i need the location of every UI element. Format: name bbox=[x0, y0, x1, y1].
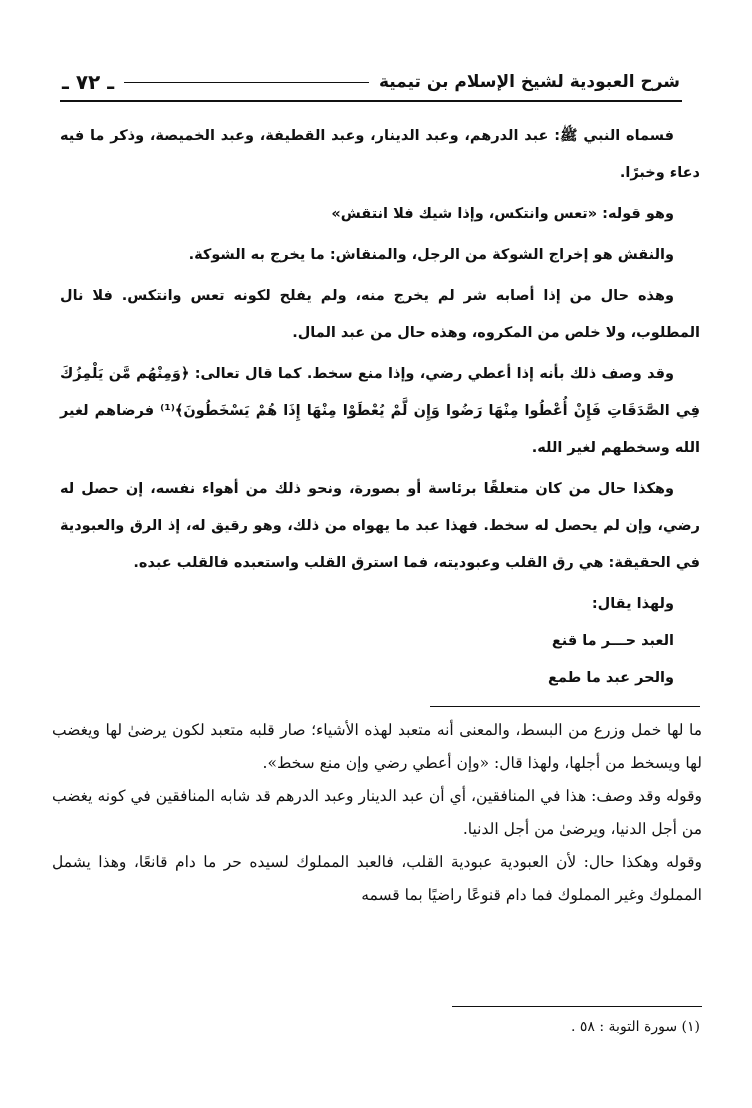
paragraph: والنقش هو إخراج الشوكة من الرجل، والمنقاش: ما يخرج به الشوكة. bbox=[188, 247, 674, 263]
header-underline bbox=[60, 100, 682, 102]
paragraph-with-verse: وقد وصف ذلك بأنه إذا أعطي رضي، وإذا منع سخط. كما قال تعالى: ﴿وَمِنْهُم مَّن يَلْمِزُكَ فِي الصَّدَقَاتِ فَإِنْ أُعْطُوا مِنْهَا رَضُوا وَإِن لَّمْ يُعْطَوْا مِنْهَا إِذَا هُمْ يَسْخَطُونَ﴾⁽¹⁾ فرضاهم لغير الله وسخطهم لغير الله. bbox=[60, 366, 700, 456]
page-header bbox=[62, 64, 680, 100]
paragraph: وهو قوله: «تعس وانتكس، وإذا شيك فلا انتقش» bbox=[331, 206, 674, 222]
page-number: ـ ٧٢ ـ bbox=[62, 70, 115, 94]
paragraph: ولهذا يقال: bbox=[591, 596, 674, 612]
paragraph: وقوله وهكذا حال: لأن العبودية عبودية القلب، فالعبد المملوك لسيده حر ما دام قانعًا، وهذا يشمل المملوك وغير المملوك فما دام قنوعًا راضيًا بما قسمه bbox=[52, 853, 702, 904]
paragraph: وهكذا حال من كان متعلقًا برئاسة أو بصورة، ونحو ذلك من أهواء نفسه، إن حصل له رضي، وإن لم يحصل له سخط. فهذا عبد ما يهواه من ذلك، وهو رقيق له، إذ الرق والعبودية في الحقيقة: هي رق القلب وعبوديته، فما استرق القلب واستعبده فالقلب عبده. bbox=[60, 481, 700, 571]
running-title: شرح العبودية لشيخ الإسلام بن تيمية bbox=[378, 72, 680, 92]
section-divider bbox=[430, 706, 700, 707]
header-rule bbox=[124, 82, 369, 83]
explanation-text bbox=[52, 714, 702, 912]
paragraph: فسماه النبي ﷺ: عبد الدرهم، وعبد الدينار، وعبد القطيفة، وعبد الخميصة، وذكر ما فيه دعاء وخبرًا. bbox=[60, 128, 700, 181]
paragraph: وقوله وقد وصف: هذا في المنافقين، أي أن عبد الدينار وعبد الدرهم قد شابه المنافقين في كونه يغضب من أجل الدنيا، ويرضىٰ من أجل الدنيا. bbox=[52, 787, 702, 838]
footnote: (١) سورة التوبة : ٥٨ . bbox=[570, 1019, 700, 1035]
poem-line: والحر عبد ما طمع bbox=[548, 670, 674, 686]
poem-line: العبد حـــر ما قنع bbox=[551, 633, 674, 649]
main-text bbox=[60, 118, 700, 697]
footnote-divider bbox=[452, 1006, 702, 1007]
paragraph: ما لها خمل وزرع من البسط، والمعنى أنه متعبد لهذه الأشياء؛ صار قلبه متعبد لكون يرضىٰ لها ويغضب لها ويسخط من أجلها، ولهذا قال: «وإن أعطي رضي وإن منع سخط». bbox=[52, 721, 702, 772]
paragraph: وهذه حال من إذا أصابه شر لم يخرج منه، ولم يفلح لكونه تعس وانتكس. فلا نال المطلوب، ولا خلص من المكروه، وهذه حال من عبد المال. bbox=[60, 288, 700, 341]
